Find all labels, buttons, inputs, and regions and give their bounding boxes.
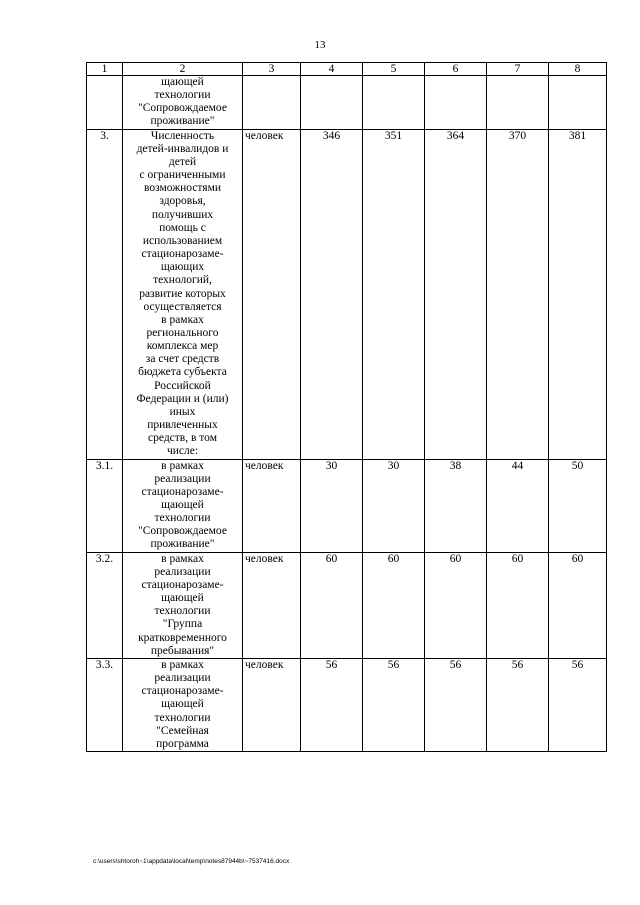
unit-cell: человек (243, 129, 301, 459)
value-cell: 56 (301, 658, 363, 751)
value-cell (363, 76, 425, 130)
value-cell: 30 (301, 459, 363, 552)
value-cell: 30 (363, 459, 425, 552)
row-number-cell: 3.1. (87, 459, 123, 552)
indicator-name-cell: в рамках реализации стационарозаме- щающей технологии "Сопровождаемое проживание" (123, 459, 243, 552)
indicator-name-cell: щающей технологии "Сопровождаемое проживание" (123, 76, 243, 130)
value-cell: 346 (301, 129, 363, 459)
header-cell: 3 (243, 63, 301, 76)
value-cell: 60 (549, 552, 607, 658)
unit-cell (243, 76, 301, 130)
value-cell: 50 (549, 459, 607, 552)
row-number-cell: 3.2. (87, 552, 123, 658)
indicator-name-cell: в рамках реализации стационарозаме- щающей технологии "Группа кратковременного пребывания" (123, 552, 243, 658)
value-cell: 60 (363, 552, 425, 658)
header-cell: 1 (87, 63, 123, 76)
value-cell: 351 (363, 129, 425, 459)
unit-cell: человек (243, 658, 301, 751)
value-cell: 56 (549, 658, 607, 751)
table-row (87, 129, 607, 459)
header-cell: 2 (123, 63, 243, 76)
table-row (87, 76, 607, 130)
value-cell: 38 (425, 459, 487, 552)
indicators-table (86, 62, 607, 752)
value-cell: 381 (549, 129, 607, 459)
header-cell: 7 (487, 63, 549, 76)
value-cell: 56 (487, 658, 549, 751)
file-path-footer: c:\users\shtoroh~1\appdata\local\temp\notes87944b\~7537416.docx (93, 858, 290, 865)
unit-cell: человек (243, 459, 301, 552)
table-header-row (87, 63, 607, 76)
value-cell (301, 76, 363, 130)
value-cell: 370 (487, 129, 549, 459)
value-cell: 60 (425, 552, 487, 658)
value-cell (487, 76, 549, 130)
unit-cell: человек (243, 552, 301, 658)
value-cell: 56 (425, 658, 487, 751)
row-number-cell (87, 76, 123, 130)
value-cell (549, 76, 607, 130)
indicator-name-cell: Численность детей-инвалидов и детей с ограниченными возможностями здоровья, получивших помощь с использованием стационарозаме- щающих технологий, развитие которых осуществляется в рамках регионального комплекса мер за счет средств бюджета субъекта Российской Федерации и (или) иных привлеченных средств, в том числе: (123, 129, 243, 459)
value-cell: 60 (301, 552, 363, 658)
page-number: 13 (314, 39, 326, 51)
indicator-name-cell: в рамках реализации стационарозаме- щающей технологии "Семейная программа (123, 658, 243, 751)
value-cell: 364 (425, 129, 487, 459)
header-cell: 4 (301, 63, 363, 76)
table-row (87, 459, 607, 552)
value-cell: 44 (487, 459, 549, 552)
row-number-cell: 3. (87, 129, 123, 459)
header-cell: 6 (425, 63, 487, 76)
value-cell: 56 (363, 658, 425, 751)
header-cell: 5 (363, 63, 425, 76)
value-cell: 60 (487, 552, 549, 658)
row-number-cell: 3.3. (87, 658, 123, 751)
table-row (87, 658, 607, 751)
table-row (87, 552, 607, 658)
value-cell (425, 76, 487, 130)
header-cell: 8 (549, 63, 607, 76)
